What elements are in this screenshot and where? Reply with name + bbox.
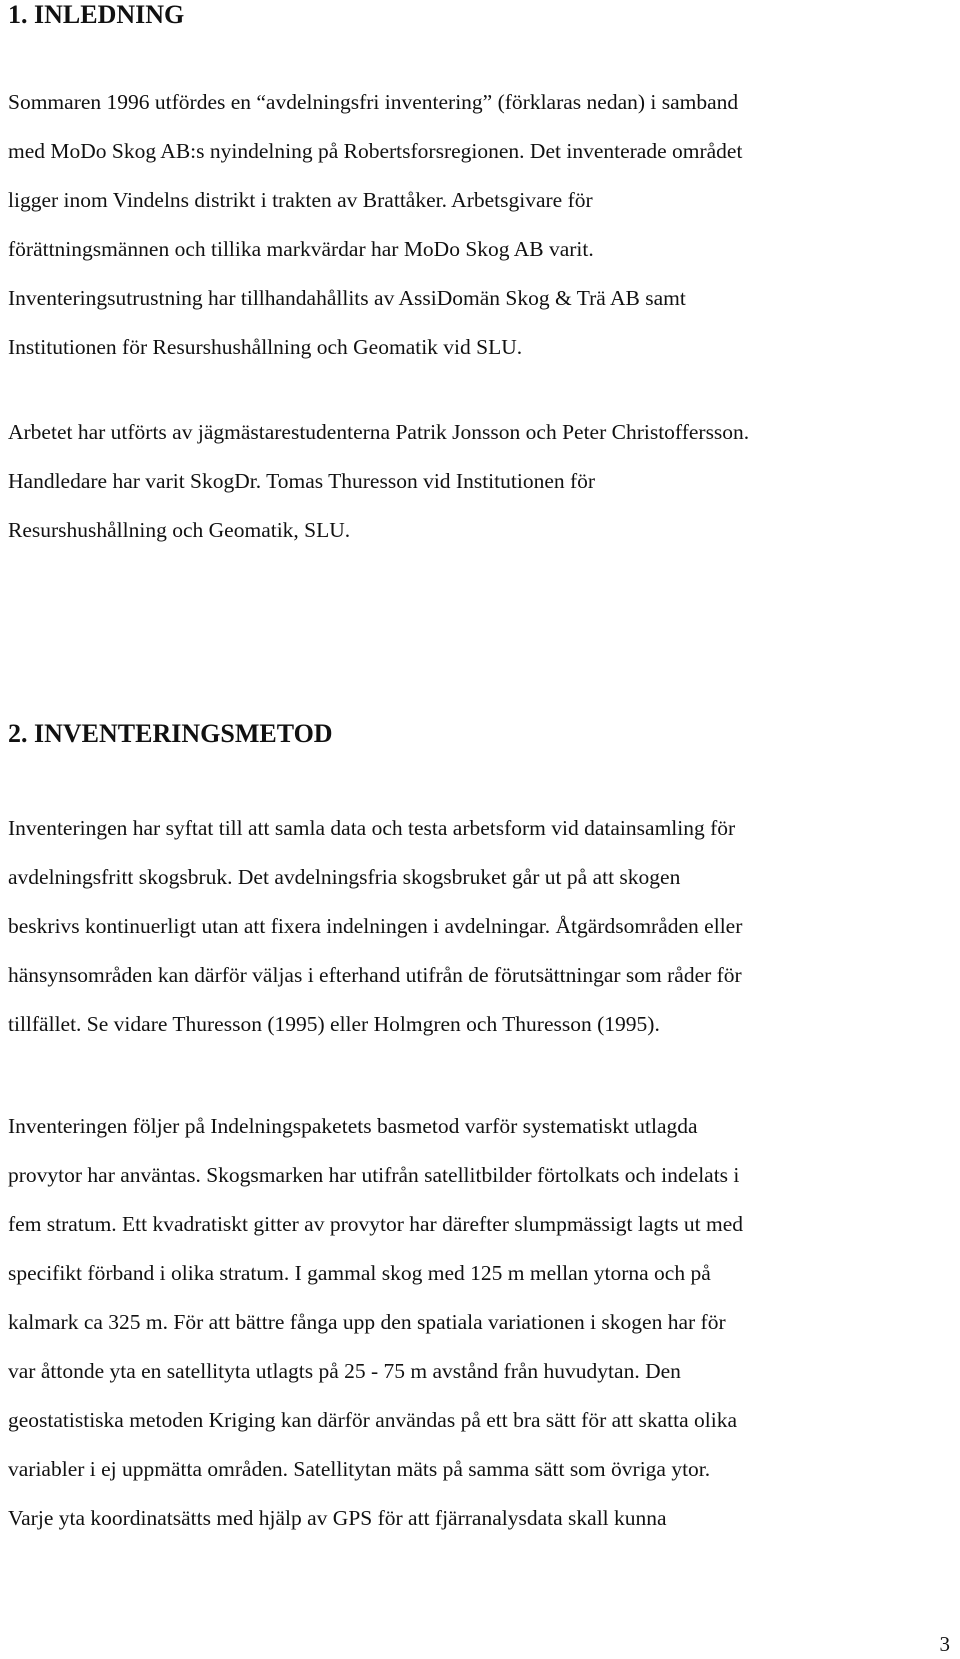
text-line: med MoDo Skog AB:s nyindelning på Robertsforsregionen. Det inventerade området [8,139,743,163]
text-line: specifikt förband i olika stratum. I gammal skog med 125 m mellan ytorna och på [8,1261,711,1285]
section-2-paragraph-2 [8,1102,743,1543]
text-line: ligger inom Vindelns distrikt i trakten av Brattåker. Arbetsgivare för [8,188,593,212]
text-line: geostatistiska metoden Kriging kan därför användas på ett bra sätt för att skatta olika [8,1408,737,1432]
section-1-heading: 1. INLEDNING [8,0,185,29]
text-line: tillfället. Se vidare Thuresson (1995) eller Holmgren och Thuresson (1995). [8,1012,660,1036]
text-line: Varje yta koordinatsätts med hjälp av GPS för att fjärranalysdata skall kunna [8,1506,667,1530]
section-1-paragraph-1 [8,78,742,372]
text-line: beskrivs kontinuerligt utan att fixera indelningen i avdelningar. Åtgärdsområden eller [8,914,743,938]
text-line: Inventeringsutrustning har tillhandahållits av AssiDomän Skog & Trä AB samt [8,286,686,310]
text-line: Arbetet har utförts av jägmästarestudenterna Patrik Jonsson och Peter Christoffersson. [8,420,750,444]
text-line: Inventeringen har syftat till att samla data och testa arbetsform vid datainsamling för [8,816,736,840]
text-line: variabler i ej uppmätta områden. Satellitytan mäts på samma sätt som övriga ytor. [8,1457,711,1481]
text-line: avdelningsfritt skogsbruk. Det avdelningsfria skogsbruket går ut på att skogen [8,865,681,889]
text-line: hänsynsområden kan därför väljas i efterhand utifrån de förutsättningar som råder för [8,963,742,987]
text-line: Institutionen för Resurshushållning och Geomatik vid SLU. [8,335,523,359]
text-line: kalmark ca 325 m. För att bättre fånga upp den spatiala variationen i skogen har för [8,1310,726,1334]
section-2-paragraph-1 [8,804,742,1049]
section-1-paragraph-2 [8,408,749,555]
text-line: Resurshushållning och Geomatik, SLU. [8,518,351,542]
text-line: Inventeringen följer på Indelningspaketets basmetod varför systematiskt utlagda [8,1114,698,1138]
section-2-heading: 2. INVENTERINGSMETOD [8,719,333,748]
text-line: förättningsmännen och tillika markvärdar har MoDo Skog AB varit. [8,237,594,261]
text-line: var åttonde yta en satellityta utlagts på 25 - 75 m avstånd från huvudytan. Den [8,1359,681,1383]
text-line: fem stratum. Ett kvadratiskt gitter av provytor har därefter slumpmässigt lagts ut med [8,1212,743,1236]
text-line: Sommaren 1996 utfördes en “avdelningsfri inventering” (förklaras nedan) i samband [8,90,739,114]
page-number: 3 [939,1632,950,1656]
text-line: Handledare har varit SkogDr. Tomas Thuresson vid Institutionen för [8,469,596,493]
text-line: provytor har använtas. Skogsmarken har utifrån satellitbilder förtolkats och indelats i [8,1163,740,1187]
